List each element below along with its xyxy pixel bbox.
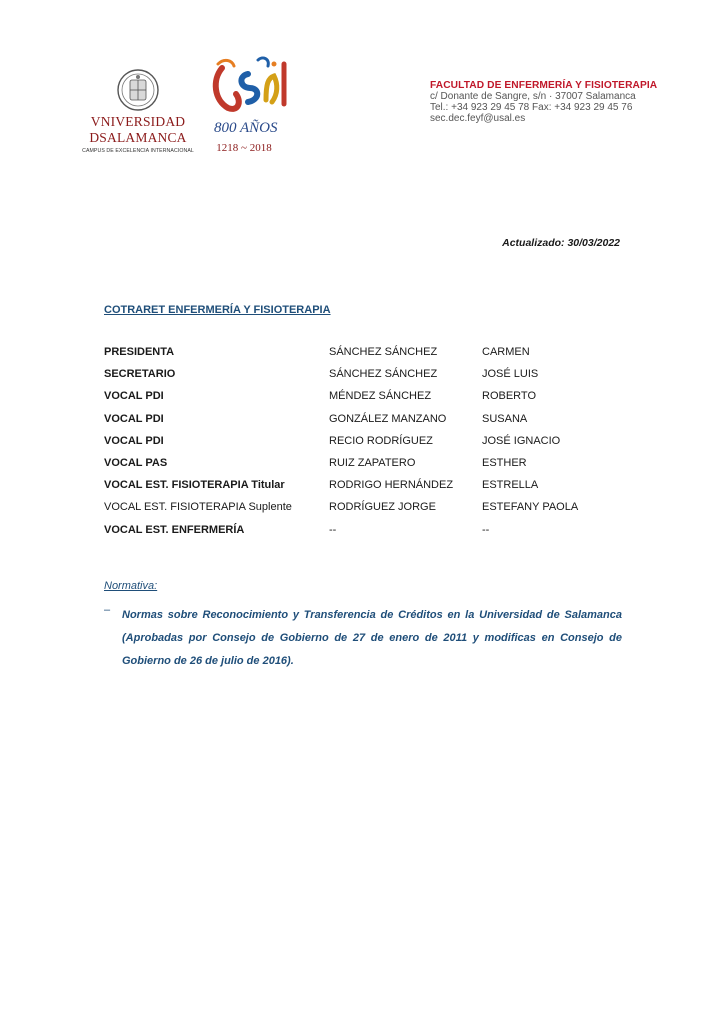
member-role: VOCAL PAS: [104, 456, 168, 469]
member-given-name: ESTHER: [482, 456, 527, 469]
member-surname: RECIO RODRÍGUEZ: [329, 434, 433, 447]
list-dash: –: [104, 604, 111, 616]
faculty-name: FACULTAD DE ENFERMERÍA Y FISIOTERAPIA: [430, 80, 658, 91]
normativa-link-text[interactable]: [122, 604, 622, 673]
updated-date: Actualizado: 30/03/2022: [502, 237, 620, 249]
table-row: [104, 390, 624, 412]
member-role: SECRETARIO: [104, 368, 176, 381]
members-table: [104, 346, 624, 546]
table-row: [104, 413, 624, 435]
faculty-contact: [430, 80, 670, 124]
member-given-name: ESTRELLA: [482, 479, 539, 492]
university-name-line1: VNIVERSIDAD: [90, 114, 186, 129]
member-surname: SÁNCHEZ SÁNCHEZ: [329, 346, 438, 358]
normativa-line: (Aprobadas por Consejo de Gobierno de 27 de enero de 2011 y modificas en Consejo de: [122, 632, 622, 644]
table-row: [104, 457, 624, 479]
member-given-name: CARMEN: [482, 346, 530, 358]
faculty-address: c/ Donante de Sangre, s/n · 37007 Salamanca: [430, 91, 636, 102]
university-tagline: CAMPUS DE EXCELENCIA INTERNACIONAL: [82, 148, 194, 154]
member-role: VOCAL EST. FISIOTERAPIA Titular: [104, 479, 285, 492]
anniversary-usal-artwork-icon: [208, 54, 298, 120]
university-name-line2: DSALAMANCA: [89, 130, 187, 145]
member-role: VOCAL PDI: [104, 412, 164, 425]
member-surname: RODRIGO HERNÁNDEZ: [329, 479, 454, 492]
member-given-name: ROBERTO: [482, 390, 536, 403]
member-role: VOCAL PDI: [104, 390, 164, 403]
normativa-line: Normas sobre Reconocimiento y Transferencia de Créditos en la Universidad de Salamanca: [122, 609, 622, 621]
table-row: [104, 368, 624, 390]
member-surname: RUIZ ZAPATERO: [329, 456, 416, 469]
member-surname: GONZÁLEZ MANZANO: [329, 412, 447, 425]
university-seal-icon: [116, 68, 160, 112]
member-role: VOCAL EST. FISIOTERAPIA Suplente: [104, 501, 292, 514]
section-title: COTRARET ENFERMERÍA Y FISIOTERAPIA: [104, 304, 331, 316]
member-given-name: JOSÉ LUIS: [482, 368, 539, 381]
member-role: VOCAL EST. ENFERMERÍA: [104, 523, 245, 536]
member-surname: RODRÍGUEZ JORGE: [329, 501, 436, 514]
anniversary-logo: [208, 54, 298, 158]
anniversary-years: 1218 ~ 2018: [216, 142, 272, 154]
anniversary-anos: 800 AÑOS: [214, 120, 278, 136]
member-role: VOCAL PDI: [104, 434, 164, 447]
member-surname: SÁNCHEZ SÁNCHEZ: [329, 368, 438, 381]
member-given-name: JOSÉ IGNACIO: [482, 434, 561, 447]
normativa-line: Gobierno de 26 de julio de 2016).: [122, 655, 294, 667]
table-row: [104, 501, 624, 523]
member-role: PRESIDENTA: [104, 346, 175, 358]
table-row: [104, 524, 624, 546]
faculty-phones: Tel.: +34 923 29 45 78 Fax: +34 923 29 45 76: [430, 102, 633, 113]
normativa-label: Normativa:: [104, 580, 158, 592]
university-logo: [78, 68, 198, 158]
table-row: [104, 346, 624, 368]
member-given-name: --: [482, 523, 490, 536]
member-surname: MÉNDEZ SÁNCHEZ: [329, 390, 432, 403]
member-surname: --: [329, 523, 337, 536]
table-row: [104, 435, 624, 457]
table-row: [104, 479, 624, 501]
member-given-name: ESTEFANY PAOLA: [482, 501, 579, 514]
member-given-name: SUSANA: [482, 412, 528, 425]
faculty-email: sec.dec.feyf@usal.es: [430, 113, 526, 124]
